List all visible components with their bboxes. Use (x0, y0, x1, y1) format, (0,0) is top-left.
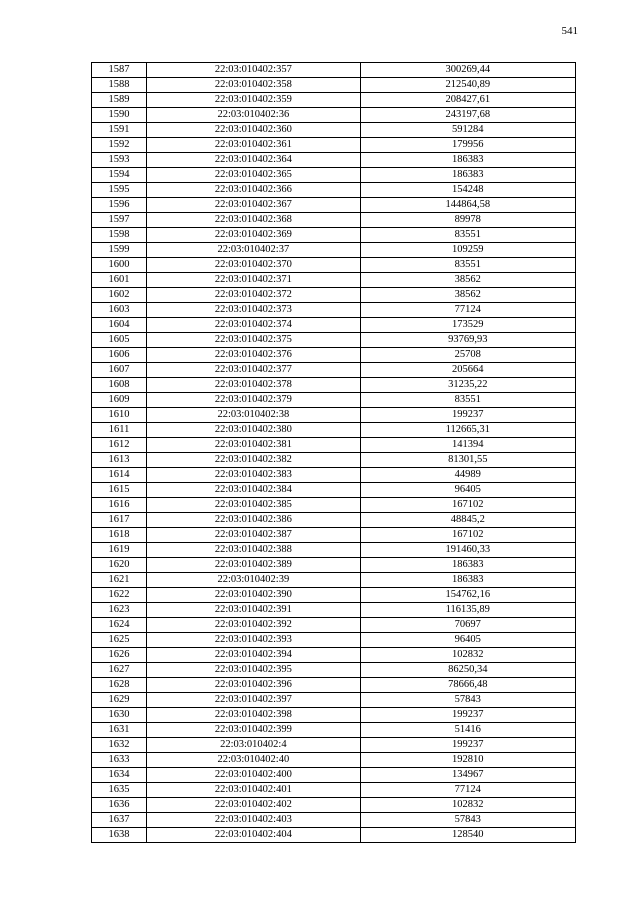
row-number-cell: 1608 (92, 378, 147, 393)
value-cell: 208427,61 (360, 93, 575, 108)
value-cell: 109259 (360, 243, 575, 258)
cadastral-number-cell: 22:03:010402:360 (147, 123, 360, 138)
value-cell: 83551 (360, 258, 575, 273)
row-number-cell: 1638 (92, 828, 147, 843)
cadastral-number-cell: 22:03:010402:398 (147, 708, 360, 723)
table-row (92, 543, 576, 558)
table-row (92, 168, 576, 183)
cadastral-number-cell: 22:03:010402:403 (147, 813, 360, 828)
row-number-cell: 1627 (92, 663, 147, 678)
value-cell: 38562 (360, 288, 575, 303)
table-row (92, 228, 576, 243)
cadastral-number-cell: 22:03:010402:364 (147, 153, 360, 168)
table-row (92, 303, 576, 318)
value-cell: 102832 (360, 798, 575, 813)
row-number-cell: 1600 (92, 258, 147, 273)
row-number-cell: 1614 (92, 468, 147, 483)
table-row (92, 348, 576, 363)
value-cell: 167102 (360, 498, 575, 513)
value-cell: 186383 (360, 573, 575, 588)
cadastral-number-cell: 22:03:010402:372 (147, 288, 360, 303)
row-number-cell: 1589 (92, 93, 147, 108)
value-cell: 243197,68 (360, 108, 575, 123)
cadastral-number-cell: 22:03:010402:380 (147, 423, 360, 438)
row-number-cell: 1618 (92, 528, 147, 543)
table-row (92, 438, 576, 453)
cadastral-number-cell: 22:03:010402:382 (147, 453, 360, 468)
value-cell: 38562 (360, 273, 575, 288)
value-cell: 81301,55 (360, 453, 575, 468)
value-cell: 44989 (360, 468, 575, 483)
row-number-cell: 1619 (92, 543, 147, 558)
cadastral-number-cell: 22:03:010402:385 (147, 498, 360, 513)
row-number-cell: 1616 (92, 498, 147, 513)
value-cell: 128540 (360, 828, 575, 843)
value-cell: 192810 (360, 753, 575, 768)
row-number-cell: 1630 (92, 708, 147, 723)
value-cell: 186383 (360, 153, 575, 168)
table-row (92, 288, 576, 303)
cadastral-number-cell: 22:03:010402:376 (147, 348, 360, 363)
row-number-cell: 1590 (92, 108, 147, 123)
table-row (92, 528, 576, 543)
table-row (92, 423, 576, 438)
row-number-cell: 1598 (92, 228, 147, 243)
value-cell: 51416 (360, 723, 575, 738)
row-number-cell: 1587 (92, 63, 147, 78)
row-number-cell: 1605 (92, 333, 147, 348)
cadastral-number-cell: 22:03:010402:378 (147, 378, 360, 393)
row-number-cell: 1599 (92, 243, 147, 258)
row-number-cell: 1592 (92, 138, 147, 153)
cadastral-number-cell: 22:03:010402:367 (147, 198, 360, 213)
value-cell: 86250,34 (360, 663, 575, 678)
row-number-cell: 1632 (92, 738, 147, 753)
row-number-cell: 1596 (92, 198, 147, 213)
row-number-cell: 1612 (92, 438, 147, 453)
table-row (92, 663, 576, 678)
table-row (92, 498, 576, 513)
value-cell: 191460,33 (360, 543, 575, 558)
value-cell: 154762,16 (360, 588, 575, 603)
table-row (92, 393, 576, 408)
cadastral-value-table (91, 62, 576, 843)
value-cell: 186383 (360, 168, 575, 183)
value-cell: 141394 (360, 438, 575, 453)
value-cell: 89978 (360, 213, 575, 228)
value-cell: 57843 (360, 813, 575, 828)
cadastral-number-cell: 22:03:010402:400 (147, 768, 360, 783)
value-cell: 212540,89 (360, 78, 575, 93)
cadastral-number-cell: 22:03:010402:4 (147, 738, 360, 753)
table-row (92, 678, 576, 693)
value-cell: 144864,58 (360, 198, 575, 213)
table-row (92, 123, 576, 138)
value-cell: 173529 (360, 318, 575, 333)
table-row (92, 453, 576, 468)
value-cell: 25708 (360, 348, 575, 363)
table-row (92, 633, 576, 648)
cadastral-number-cell: 22:03:010402:370 (147, 258, 360, 273)
row-number-cell: 1595 (92, 183, 147, 198)
value-cell: 77124 (360, 303, 575, 318)
table-row (92, 468, 576, 483)
value-cell: 48845,2 (360, 513, 575, 528)
value-cell: 83551 (360, 393, 575, 408)
row-number-cell: 1607 (92, 363, 147, 378)
row-number-cell: 1601 (92, 273, 147, 288)
table-body (92, 63, 576, 843)
cadastral-number-cell: 22:03:010402:394 (147, 648, 360, 663)
page-number: 541 (561, 25, 578, 37)
row-number-cell: 1622 (92, 588, 147, 603)
row-number-cell: 1606 (92, 348, 147, 363)
table-row (92, 78, 576, 93)
cadastral-number-cell: 22:03:010402:393 (147, 633, 360, 648)
cadastral-number-cell: 22:03:010402:383 (147, 468, 360, 483)
cadastral-number-cell: 22:03:010402:375 (147, 333, 360, 348)
table-row (92, 708, 576, 723)
cadastral-number-cell: 22:03:010402:368 (147, 213, 360, 228)
value-cell: 93769,93 (360, 333, 575, 348)
table-row (92, 588, 576, 603)
table-row (92, 408, 576, 423)
table-row (92, 648, 576, 663)
table-row (92, 558, 576, 573)
cadastral-number-cell: 22:03:010402:388 (147, 543, 360, 558)
value-cell: 116135,89 (360, 603, 575, 618)
table-row (92, 93, 576, 108)
cadastral-number-cell: 22:03:010402:373 (147, 303, 360, 318)
value-cell: 102832 (360, 648, 575, 663)
row-number-cell: 1629 (92, 693, 147, 708)
table-row (92, 813, 576, 828)
row-number-cell: 1617 (92, 513, 147, 528)
table-row (92, 603, 576, 618)
table-row (92, 108, 576, 123)
value-cell: 96405 (360, 633, 575, 648)
row-number-cell: 1597 (92, 213, 147, 228)
row-number-cell: 1613 (92, 453, 147, 468)
table-row (92, 513, 576, 528)
row-number-cell: 1623 (92, 603, 147, 618)
cadastral-number-cell: 22:03:010402:387 (147, 528, 360, 543)
table-row (92, 618, 576, 633)
table-row (92, 798, 576, 813)
cadastral-number-cell: 22:03:010402:379 (147, 393, 360, 408)
value-cell: 78666,48 (360, 678, 575, 693)
cadastral-number-cell: 22:03:010402:401 (147, 783, 360, 798)
row-number-cell: 1624 (92, 618, 147, 633)
cadastral-number-cell: 22:03:010402:39 (147, 573, 360, 588)
cadastral-number-cell: 22:03:010402:396 (147, 678, 360, 693)
value-cell: 167102 (360, 528, 575, 543)
row-number-cell: 1609 (92, 393, 147, 408)
cadastral-number-cell: 22:03:010402:357 (147, 63, 360, 78)
table-row (92, 483, 576, 498)
table-row (92, 783, 576, 798)
cadastral-number-cell: 22:03:010402:374 (147, 318, 360, 333)
cadastral-number-cell: 22:03:010402:384 (147, 483, 360, 498)
table-row (92, 318, 576, 333)
cadastral-number-cell: 22:03:010402:377 (147, 363, 360, 378)
row-number-cell: 1634 (92, 768, 147, 783)
value-cell: 205664 (360, 363, 575, 378)
cadastral-number-cell: 22:03:010402:386 (147, 513, 360, 528)
value-cell: 186383 (360, 558, 575, 573)
row-number-cell: 1588 (92, 78, 147, 93)
value-cell: 70697 (360, 618, 575, 633)
cadastral-number-cell: 22:03:010402:389 (147, 558, 360, 573)
value-cell: 57843 (360, 693, 575, 708)
cadastral-number-cell: 22:03:010402:395 (147, 663, 360, 678)
row-number-cell: 1594 (92, 168, 147, 183)
table-row (92, 243, 576, 258)
cadastral-number-cell: 22:03:010402:390 (147, 588, 360, 603)
row-number-cell: 1615 (92, 483, 147, 498)
table-row (92, 198, 576, 213)
value-cell: 134967 (360, 768, 575, 783)
row-number-cell: 1626 (92, 648, 147, 663)
value-cell: 96405 (360, 483, 575, 498)
value-cell: 199237 (360, 738, 575, 753)
cadastral-number-cell: 22:03:010402:399 (147, 723, 360, 738)
cadastral-number-cell: 22:03:010402:365 (147, 168, 360, 183)
row-number-cell: 1637 (92, 813, 147, 828)
cadastral-number-cell: 22:03:010402:371 (147, 273, 360, 288)
value-cell: 83551 (360, 228, 575, 243)
table-row (92, 258, 576, 273)
cadastral-number-cell: 22:03:010402:361 (147, 138, 360, 153)
cadastral-number-cell: 22:03:010402:381 (147, 438, 360, 453)
table-row (92, 183, 576, 198)
row-number-cell: 1635 (92, 783, 147, 798)
row-number-cell: 1602 (92, 288, 147, 303)
value-cell: 199237 (360, 708, 575, 723)
cadastral-number-cell: 22:03:010402:391 (147, 603, 360, 618)
cadastral-number-cell: 22:03:010402:38 (147, 408, 360, 423)
table-row (92, 213, 576, 228)
table-row (92, 378, 576, 393)
row-number-cell: 1628 (92, 678, 147, 693)
table-row (92, 363, 576, 378)
value-cell: 154248 (360, 183, 575, 198)
row-number-cell: 1625 (92, 633, 147, 648)
table-row (92, 138, 576, 153)
table-row (92, 828, 576, 843)
cadastral-number-cell: 22:03:010402:404 (147, 828, 360, 843)
table-row (92, 273, 576, 288)
table-row (92, 768, 576, 783)
cadastral-number-cell: 22:03:010402:358 (147, 78, 360, 93)
row-number-cell: 1620 (92, 558, 147, 573)
row-number-cell: 1636 (92, 798, 147, 813)
value-cell: 112665,31 (360, 423, 575, 438)
table-row (92, 573, 576, 588)
row-number-cell: 1633 (92, 753, 147, 768)
cadastral-number-cell: 22:03:010402:402 (147, 798, 360, 813)
table-row (92, 153, 576, 168)
cadastral-number-cell: 22:03:010402:359 (147, 93, 360, 108)
table-row (92, 723, 576, 738)
value-cell: 31235,22 (360, 378, 575, 393)
row-number-cell: 1610 (92, 408, 147, 423)
cadastral-number-cell: 22:03:010402:397 (147, 693, 360, 708)
value-cell: 77124 (360, 783, 575, 798)
value-cell: 199237 (360, 408, 575, 423)
row-number-cell: 1611 (92, 423, 147, 438)
cadastral-number-cell: 22:03:010402:366 (147, 183, 360, 198)
row-number-cell: 1591 (92, 123, 147, 138)
row-number-cell: 1621 (92, 573, 147, 588)
table-row (92, 333, 576, 348)
value-cell: 591284 (360, 123, 575, 138)
cadastral-number-cell: 22:03:010402:392 (147, 618, 360, 633)
cadastral-number-cell: 22:03:010402:36 (147, 108, 360, 123)
row-number-cell: 1603 (92, 303, 147, 318)
value-cell: 300269,44 (360, 63, 575, 78)
table-row (92, 693, 576, 708)
row-number-cell: 1593 (92, 153, 147, 168)
cadastral-number-cell: 22:03:010402:369 (147, 228, 360, 243)
cadastral-number-cell: 22:03:010402:37 (147, 243, 360, 258)
table-row (92, 738, 576, 753)
table-row (92, 63, 576, 78)
cadastral-number-cell: 22:03:010402:40 (147, 753, 360, 768)
row-number-cell: 1604 (92, 318, 147, 333)
value-cell: 179956 (360, 138, 575, 153)
row-number-cell: 1631 (92, 723, 147, 738)
table-row (92, 753, 576, 768)
